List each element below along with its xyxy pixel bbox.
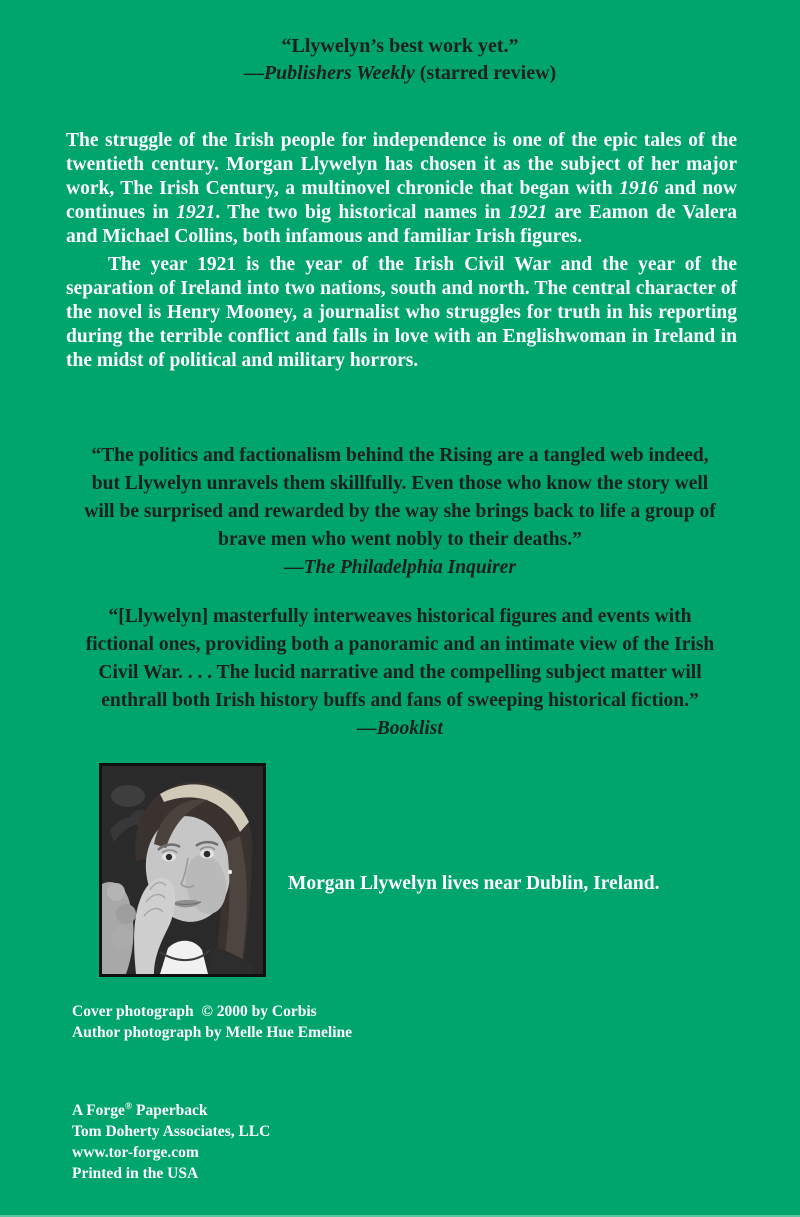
author-photo-image bbox=[102, 766, 263, 974]
review-attribution: —Booklist bbox=[357, 718, 443, 739]
author-photo-credit: Author photograph by Melle Hue Emeline bbox=[72, 1024, 353, 1041]
publisher-printed-in: Printed in the USA bbox=[72, 1165, 199, 1183]
publisher-website: www.tor-forge.com bbox=[72, 1144, 199, 1162]
author-photo bbox=[99, 763, 266, 977]
registered-mark: ® bbox=[124, 1101, 133, 1112]
synopsis bbox=[66, 129, 737, 373]
top-quote bbox=[0, 33, 800, 87]
top-quote-attribution bbox=[0, 60, 800, 87]
novel-title-1916: 1916 bbox=[619, 178, 659, 199]
review-text: “[Llywelyn] masterfully interweaves historical figures and events with fictional ones, providing both a panoramic and an intimate view of the Irish Civil War. . . . The lucid narrative and the compelling subject matter will enthrall both Irish history buffs and fans of sweeping historical fiction.” bbox=[85, 606, 715, 711]
synopsis-segment: The struggle of the Irish people for independence is one of the epic tales of the twentieth century. Morgan Llywelyn has chosen it as the subject of her major work, The Irish Century, a multinovel chronicle that began with bbox=[66, 130, 737, 199]
publisher-info bbox=[72, 1096, 270, 1184]
photo-credits bbox=[72, 1001, 352, 1043]
review-attribution: —The Philadelphia Inquirer bbox=[284, 557, 516, 578]
review-quote-philadelphia bbox=[80, 442, 720, 582]
author-section bbox=[99, 763, 739, 977]
synopsis-paragraph-2: The year 1921 is the year of the Irish Civil War and the year of the separation of Ireland into two nations, south and north. The central character of the novel is Henry Mooney, a journalist who struggles for truth in his reporting during the terrible conflict and falls in love with an Englishwoman in Ireland in the midst of political and military horrors. bbox=[66, 254, 737, 371]
synopsis-segment: . The two big historical names in bbox=[215, 202, 509, 223]
top-quote-text: “Llywelyn’s best work yet.” bbox=[281, 35, 519, 57]
top-quote-note: (starred review) bbox=[414, 62, 557, 84]
imprint-name: A Forge bbox=[72, 1102, 125, 1120]
imprint-suffix: Paperback bbox=[132, 1102, 208, 1120]
cover-photo-credit: Cover photograph © 2000 by Corbis bbox=[72, 1003, 317, 1020]
novel-title-1921: 1921 bbox=[176, 202, 216, 223]
novel-title-1921: 1921 bbox=[508, 202, 548, 223]
review-text: “The politics and factionalism behind the Rising are a tangled web indeed, but Llywelyn unravels them skillfully. Even those who know the story well will be surprised and rewarded by the way she brings back to life a group of brave men who went nobly to their deaths.” bbox=[84, 445, 716, 550]
publisher-company: Tom Doherty Associates, LLC bbox=[72, 1123, 271, 1141]
synopsis-segment: are Eamon de Valera and Michael Collins, both infamous and familiar Irish figures. bbox=[66, 202, 738, 247]
synopsis-segment: and now continues in bbox=[66, 178, 737, 223]
review-quote-booklist bbox=[80, 603, 720, 743]
synopsis-paragraph-1 bbox=[66, 129, 737, 249]
top-quote-source: —Publishers Weekly bbox=[243, 62, 415, 84]
publisher-imprint bbox=[72, 1096, 270, 1121]
author-bio: Morgan Llywelyn lives near Dublin, Ireland. bbox=[288, 873, 660, 894]
